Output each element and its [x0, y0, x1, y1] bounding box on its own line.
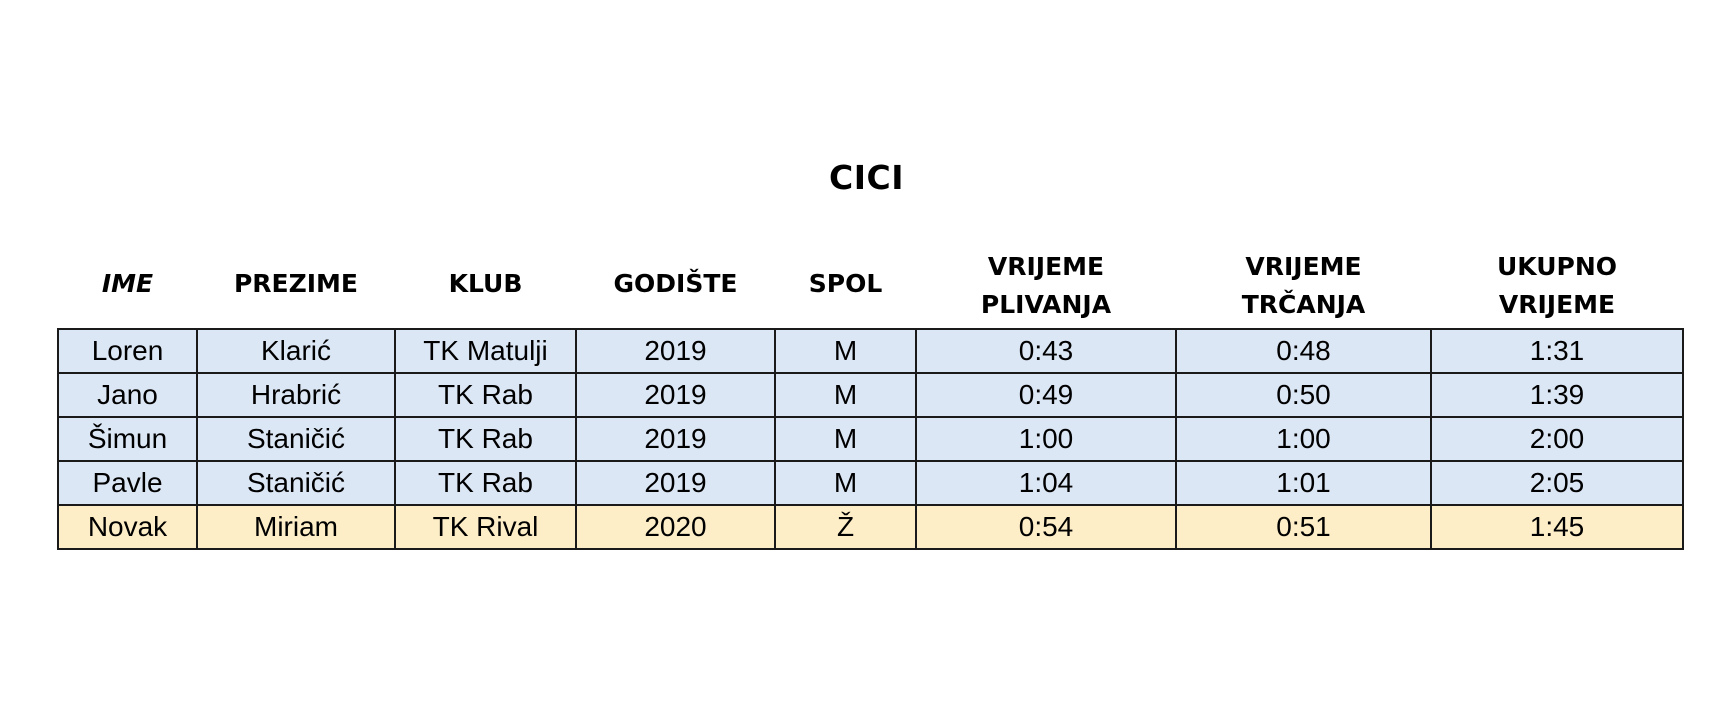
- cell-godiste: 2019: [576, 461, 775, 505]
- cell-godiste: 2019: [576, 329, 775, 373]
- table-row: [58, 461, 1683, 505]
- table-row: [58, 417, 1683, 461]
- header-row: [58, 244, 1683, 329]
- cell-plivanje: 0:43: [916, 329, 1176, 373]
- cell-spol: M: [775, 461, 916, 505]
- header-ime: IME: [101, 269, 154, 298]
- cell-ime: Šimun: [58, 417, 197, 461]
- cell-godiste: 2019: [576, 417, 775, 461]
- header-ukupno-vrijeme: UKUPNO VRIJEME: [1496, 252, 1618, 319]
- table-row: [58, 505, 1683, 549]
- cell-ime: Pavle: [58, 461, 197, 505]
- header-vrijeme-plivanja: VRIJEME PLIVANJA: [980, 252, 1112, 319]
- cell-trcanje: 0:51: [1176, 505, 1431, 549]
- cell-ime: Jano: [58, 373, 197, 417]
- cell-spol: M: [775, 373, 916, 417]
- cell-ukupno: 2:00: [1431, 417, 1683, 461]
- cell-godiste: 2020: [576, 505, 775, 549]
- cell-klub: TK Matulji: [395, 329, 576, 373]
- cell-klub: TK Rab: [395, 373, 576, 417]
- header-klub: KLUB: [448, 269, 523, 298]
- cell-plivanje: 0:54: [916, 505, 1176, 549]
- cell-ukupno: 1:31: [1431, 329, 1683, 373]
- cell-klub: TK Rab: [395, 417, 576, 461]
- cell-plivanje: 1:00: [916, 417, 1176, 461]
- cell-ukupno: 2:05: [1431, 461, 1683, 505]
- cell-prezime: Staničić: [197, 417, 395, 461]
- table-row: [58, 329, 1683, 373]
- header-prezime: PREZIME: [233, 269, 359, 298]
- cell-trcanje: 1:01: [1176, 461, 1431, 505]
- cell-ime: Novak: [58, 505, 197, 549]
- cell-trcanje: 0:48: [1176, 329, 1431, 373]
- cell-trcanje: 1:00: [1176, 417, 1431, 461]
- cell-klub: TK Rab: [395, 461, 576, 505]
- table-row: [58, 373, 1683, 417]
- header-spol: SPOL: [808, 269, 883, 298]
- cell-plivanje: 0:49: [916, 373, 1176, 417]
- results-table: [57, 244, 1684, 550]
- cell-klub: TK Rival: [395, 505, 576, 549]
- cell-ime: Loren: [58, 329, 197, 373]
- page-title: CICI: [829, 158, 904, 197]
- cell-spol: Ž: [775, 505, 916, 549]
- cell-prezime: Hrabrić: [197, 373, 395, 417]
- cell-prezime: Klarić: [197, 329, 395, 373]
- header-vrijeme-trcanja: VRIJEME TRČANJA: [1241, 252, 1366, 319]
- cell-prezime: Miriam: [197, 505, 395, 549]
- cell-ukupno: 1:45: [1431, 505, 1683, 549]
- cell-ukupno: 1:39: [1431, 373, 1683, 417]
- cell-plivanje: 1:04: [916, 461, 1176, 505]
- cell-trcanje: 0:50: [1176, 373, 1431, 417]
- cell-godiste: 2019: [576, 373, 775, 417]
- cell-spol: M: [775, 417, 916, 461]
- cell-prezime: Staničić: [197, 461, 395, 505]
- cell-spol: M: [775, 329, 916, 373]
- header-godiste: GODIŠTE: [613, 269, 738, 298]
